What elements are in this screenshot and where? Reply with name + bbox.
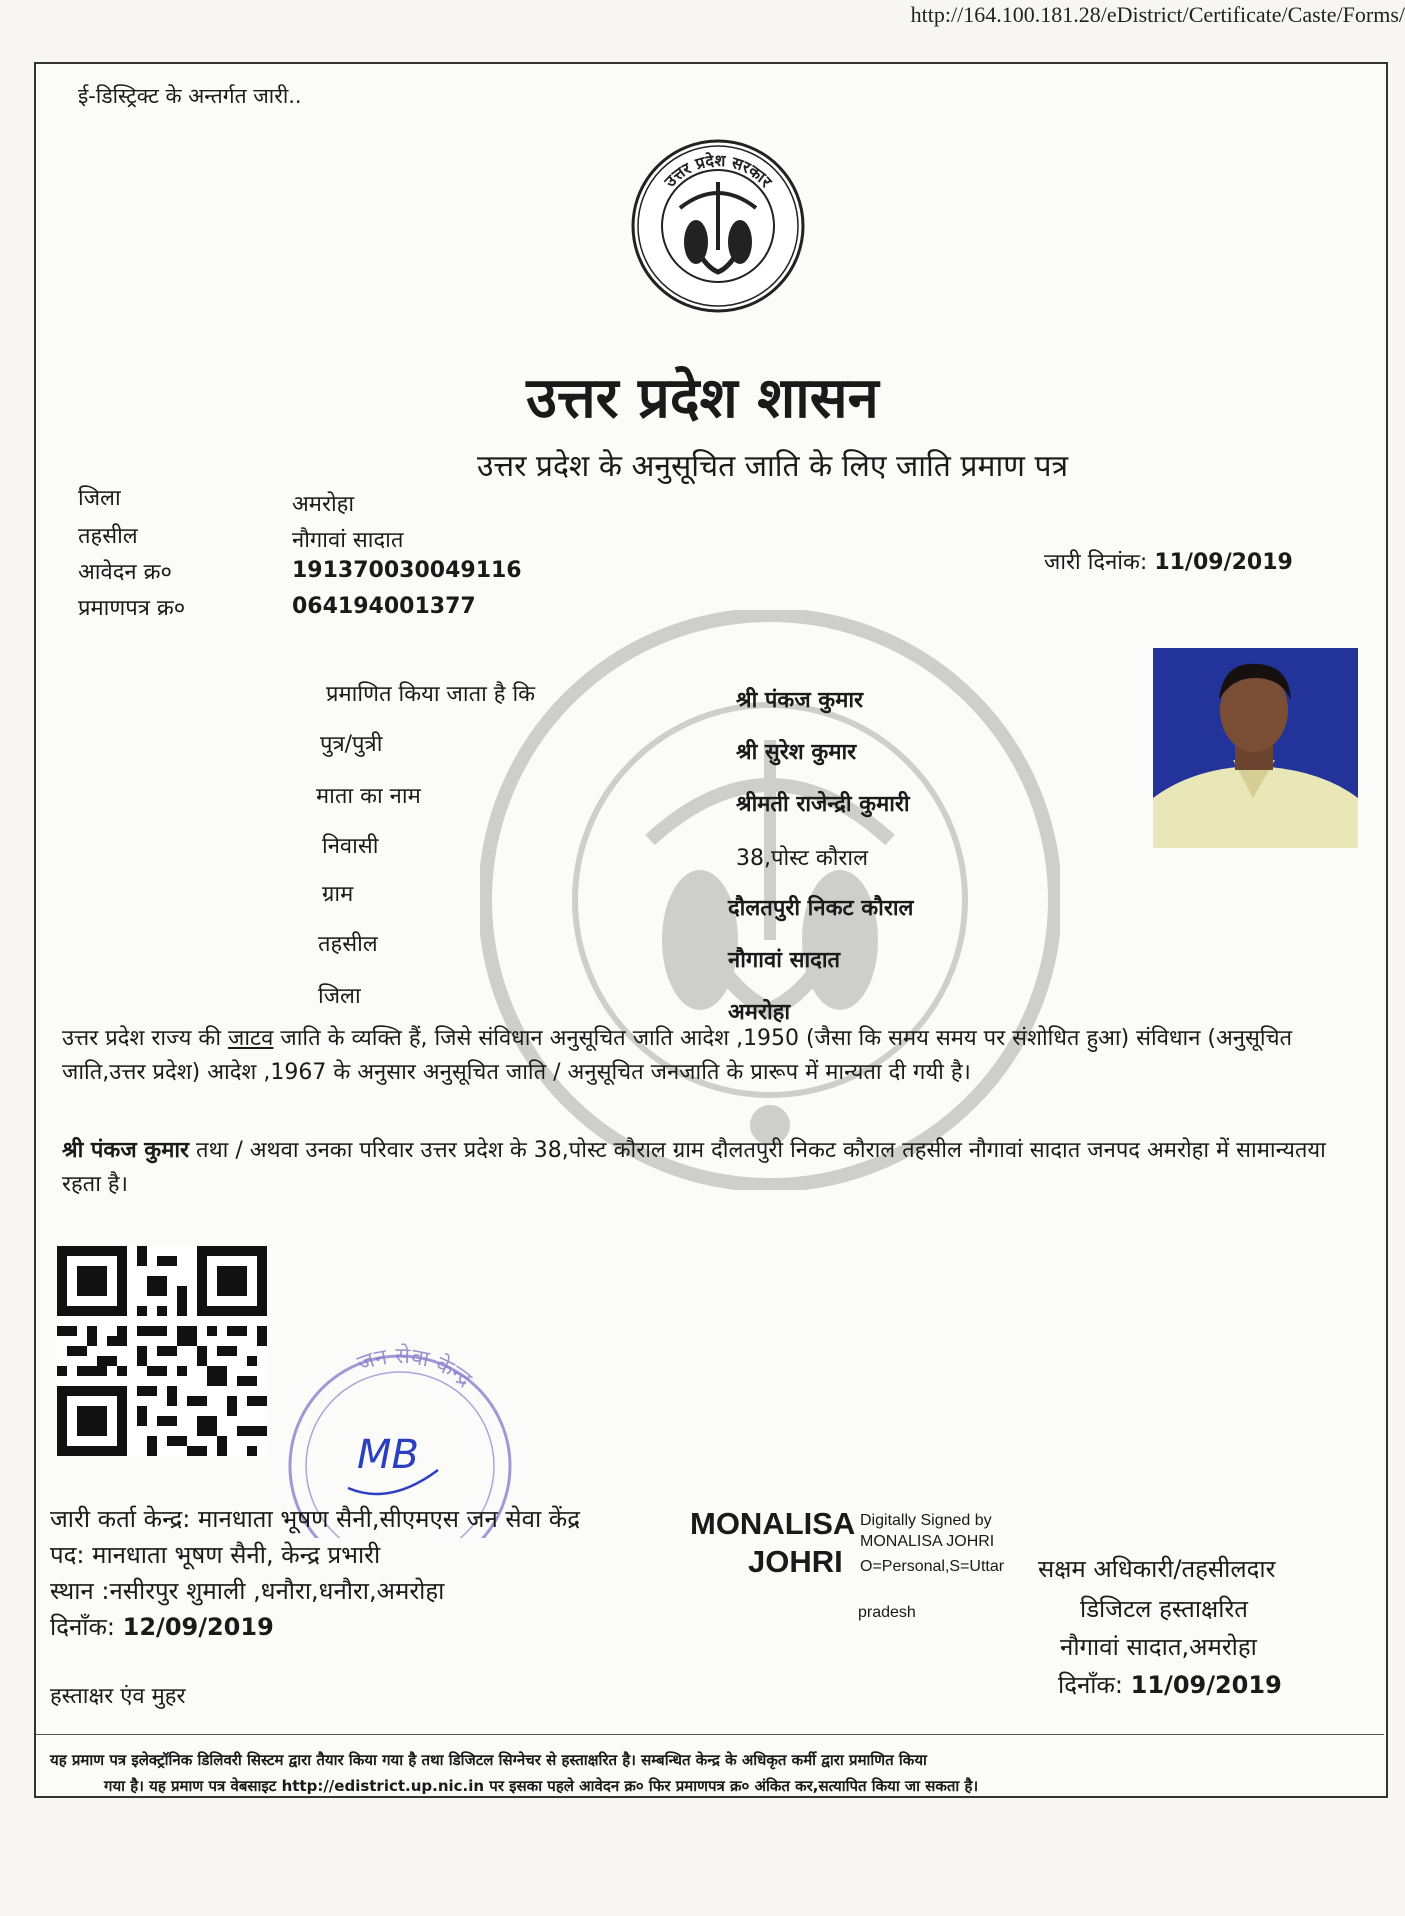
issued-under-note: ई-डिस्ट्रिक्ट के अन्तर्गत जारी..	[78, 84, 302, 108]
signer-name-line1: MONALISA	[690, 1506, 856, 1541]
certificate-no-value: 064194001377	[292, 594, 476, 619]
district-label: जिला	[78, 486, 121, 511]
digital-sign-line4: pradesh	[858, 1604, 916, 1621]
certified-that-label: प्रमाणित किया जाता है कि	[326, 682, 536, 707]
issuer-designation: पद: मानधाता भूषण सैनी, केन्द्र प्रभारी	[50, 1541, 381, 1569]
holder-name-value: श्री पंकज कुमार	[736, 688, 864, 713]
application-no-value: 191370030049116	[292, 558, 522, 583]
emblem-text: उत्तर प्रदेश सरकार	[660, 150, 776, 191]
son-daughter-label: पुत्र/पुत्री	[320, 732, 383, 757]
issue-date	[1044, 546, 1293, 576]
digital-sign-line3: O=Personal,S=Uttar	[860, 1558, 1005, 1575]
village-value: दौलतपुरी निकट कौराल	[728, 896, 914, 921]
caste-statement-rest: जाति के व्यक्ति हैं, जिसे संविधान अनुसूचित जाति आदेश ,1950 (जैसा कि समय समय पर संशोधित हुआ) संविधान (अनुसूचित जाति,उत्तर प्रदेश) आदेश ,1967 के अनुसार अनुसूचित जाति / अनुसूचित जनजाति के प्रारूप में मान्यता दी गयी है।	[62, 1026, 1293, 1085]
mother-name-value: श्रीमती राजेन्द्री कुमारी	[736, 792, 910, 817]
footer-divider	[36, 1734, 1384, 1735]
district-value: अमरोहा	[292, 492, 355, 517]
digitally-signed-note: डिजिटल हस्ताक्षरित	[1080, 1595, 1248, 1623]
mother-name-label: माता का नाम	[316, 784, 421, 809]
issuer-date-label: दिनाँक:	[50, 1613, 116, 1641]
issue-date-value: 11/09/2019	[1154, 550, 1293, 575]
holder-photo	[1153, 648, 1358, 848]
source-url: http://164.100.181.28/eDistrict/Certificate/Caste/Forms/	[910, 2, 1405, 27]
caste-name: जाटव	[228, 1026, 274, 1051]
application-no-label: आवेदन क्र०	[78, 560, 172, 585]
up-government-emblem-icon	[630, 138, 806, 314]
residence-holder-name: श्री पंकज कुमार	[62, 1138, 190, 1163]
authority-date-label: दिनाँक:	[1058, 1671, 1124, 1699]
authority-location: नौगावां सादात,अमरोहा	[1060, 1633, 1257, 1661]
detail-district-value: अमरोहा	[728, 1000, 791, 1025]
detail-tehsil-value: नौगावां सादात	[728, 948, 841, 973]
caste-statement-paragraph	[62, 1022, 1352, 1090]
footer-line-2: गया है। यह प्रमाण पत्र वेबसाइट http://edistrict.up.nic.in पर इसका पहले आवेदन क्र० फिर प्रमाणपत्र क्र० अंकित कर,सत्यापित किया जा सकता है।	[104, 1777, 979, 1795]
tehsil-label: तहसील	[78, 524, 138, 549]
footer-line-1: यह प्रमाण पत्र इलेक्ट्रॉनिक डिलिवरी सिस्टम द्वारा तैयार किया गया है तथा डिजिटल सिग्नेचर से हस्ताक्षरित है। सम्बन्धित केन्द्र के अधिकृत कर्मी द्वारा प्रमाणित किया	[50, 1751, 927, 1769]
authority-date	[1058, 1668, 1282, 1701]
detail-district-label: जिला	[318, 984, 361, 1009]
caste-statement-lead: उत्तर प्रदेश राज्य की	[62, 1026, 229, 1051]
svg-text:जन सेवा केन्द्र	[354, 1343, 476, 1393]
father-name-value: श्री सुरेश कुमार	[736, 740, 857, 765]
tehsil-value: नौगावां सादात	[292, 528, 404, 553]
digital-sign-line1: Digitally Signed by	[860, 1512, 992, 1529]
seal-text: जन सेवा केन्द्र	[354, 1343, 477, 1393]
signer-name-line2: JOHRI	[748, 1544, 843, 1579]
digital-sign-line2: MONALISA JOHRI	[860, 1533, 995, 1550]
issuer-location: स्थान :नसीरपुर शुमाली ,धनौरा,धनौरा,अमरोहा	[50, 1577, 445, 1605]
authority-date-value: 11/09/2019	[1130, 1671, 1282, 1699]
detail-tehsil-label: तहसील	[318, 932, 378, 957]
resident-label: निवासी	[322, 834, 379, 859]
qr-code-icon	[57, 1246, 267, 1456]
seal-initials: MB	[357, 1432, 419, 1478]
resident-value: 38,पोस्ट कौराल	[736, 846, 869, 871]
issuer-date	[50, 1610, 274, 1643]
government-heading: उत्तर प्रदेश शासन	[526, 366, 879, 431]
issuing-center: जारी कर्ता केन्द्र: मानधाता भूषण सैनी,सीएमएस जन सेवा केंद्र	[50, 1505, 580, 1533]
residence-statement-paragraph	[62, 1134, 1352, 1202]
certificate-title: उत्तर प्रदेश के अनुसूचित जाति के लिए जाति प्रमाण पत्र	[476, 449, 1069, 484]
competent-authority: सक्षम अधिकारी/तहसीलदार	[1038, 1555, 1276, 1583]
certificate-no-label: प्रमाणपत्र क्र०	[78, 596, 186, 621]
village-label: ग्राम	[322, 882, 354, 907]
issuer-date-value: 12/09/2019	[122, 1613, 274, 1641]
issue-date-label: जारी दिनांक:	[1044, 550, 1148, 575]
residence-statement-rest: तथा / अथवा उनका परिवार उत्तर प्रदेश के 38,पोस्ट कौराल ग्राम दौलतपुरी निकट कौराल तहसील नौगावां सादात जनपद अमरोहा में सामान्यतया रहता है।	[62, 1138, 1326, 1197]
signature-and-seal-label: हस्ताक्षर एंव मुहर	[50, 1684, 186, 1709]
